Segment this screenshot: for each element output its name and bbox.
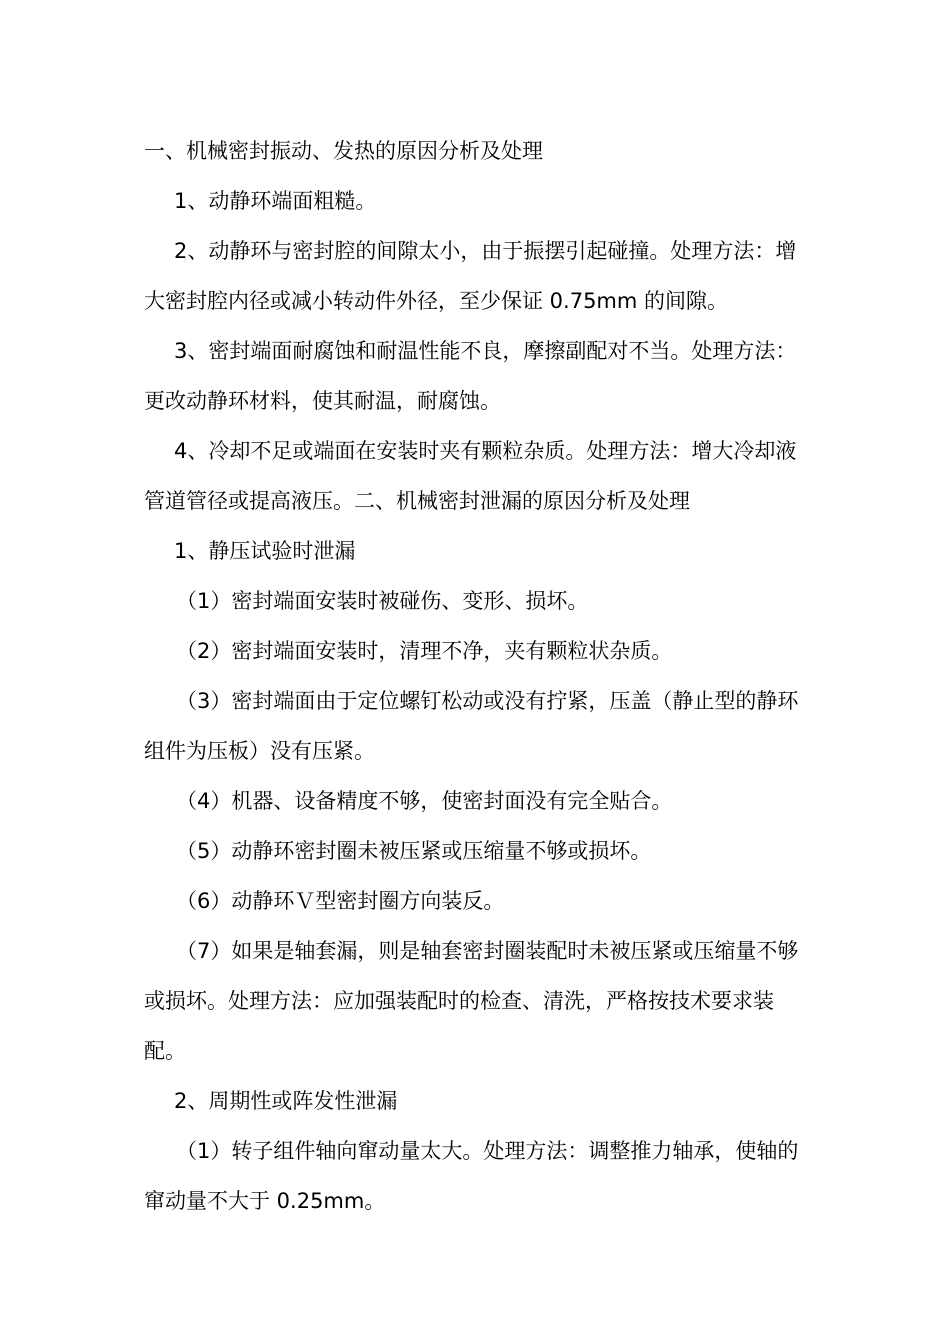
paragraph-small-clearance: 2、动静环与密封腔的间隙太小，由于振摆引起碰撞。处理方法：增大密封腔内径或减小转动件外径，至少保证 0.75mm 的间隙。 [144, 239, 797, 313]
document-body [144, 126, 814, 1226]
list-item-4: （4）机器、设备精度不够，使密封面没有完全贴合。 [176, 789, 673, 813]
heading-vibration-heat: 一、机械密封振动、发热的原因分析及处理 [144, 139, 543, 163]
paragraph-periodic-leak: 2、周期性或阵发性泄漏 [174, 1089, 398, 1113]
paragraph-rough-faces: 1、动静环端面粗糙。 [174, 189, 377, 213]
list-item-3: （3）密封端面由于定位螺钉松动或没有拧紧，压盖（静止型的静环组件为压板）没有压紧。 [144, 689, 799, 763]
paragraph-poor-corrosion-resistance: 3、密封端面耐腐蚀和耐温性能不良，摩擦副配对不当。处理方法：更改动静环材料，使其耐温，耐腐蚀。 [144, 339, 797, 413]
paragraph-insufficient-cooling: 4、冷却不足或端面在安装时夹有颗粒杂质。处理方法：增大冷却液管道管径或提高液压。二、机械密封泄漏的原因分析及处理 [144, 439, 797, 513]
paragraph-static-pressure-leak: 1、静压试验时泄漏 [174, 539, 356, 563]
list-item-6: （6）动静环Ｖ型密封圈方向装反。 [176, 889, 505, 913]
list-item-7: （7）如果是轴套漏，则是轴套密封圈装配时未被压紧或压缩量不够或损坏。处理方法：应加强装配时的检查、清洗，严格按技术要求装配。 [144, 939, 799, 1063]
list-item-2: （2）密封端面安装时，清理不净，夹有颗粒状杂质。 [176, 639, 673, 663]
list-item-periodic-1: （1）转子组件轴向窜动量太大。处理方法：调整推力轴承，使轴的窜动量不大于 0.25mm。 [144, 1139, 799, 1213]
list-item-5: （5）动静环密封圈未被压紧或压缩量不够或损坏。 [176, 839, 652, 863]
list-item-1: （1）密封端面安装时被碰伤、变形、损坏。 [176, 589, 589, 613]
